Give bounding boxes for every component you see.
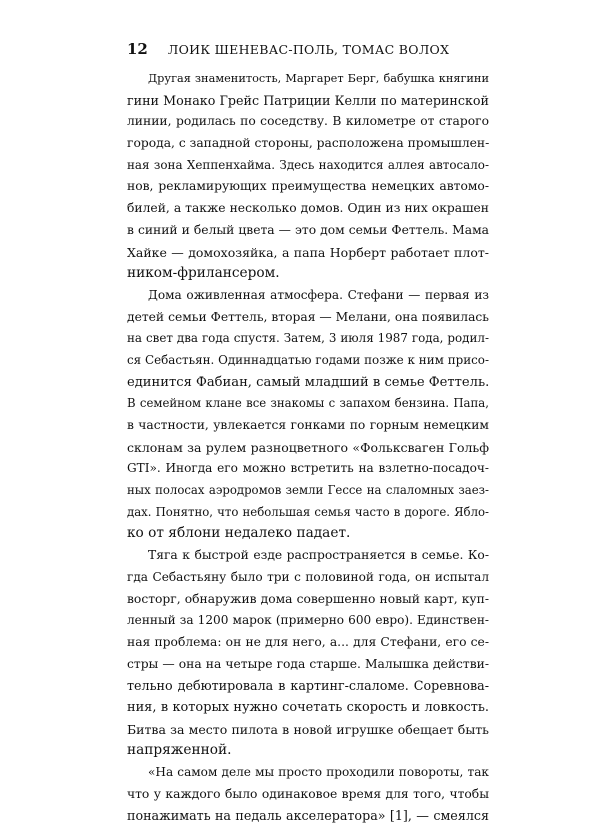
text-line: линии, родилась по соседству. В километре от старого [127,114,489,129]
page-number: 12 [127,40,148,58]
text-line: GTI». Иногда его можно встретить на взлетно-посадоч- [127,461,489,476]
text-line: единится Фабиан, самый младший в семье Феттель. [127,374,490,390]
text-line: в частности, увлекается гонками по горным немецким [127,418,489,432]
text-line: ся Себастьян. Одиннадцатью годами позже к ним присо- [127,352,489,367]
text-line: гда Себастьяну было три с половиной года, он испытал [127,569,489,584]
text-line: ных полосах аэродромов земли Гессе на слаломных заез- [127,483,489,498]
text-line: гини Монако Грейс Патриции Келли по материнской [127,92,489,108]
text-line: Битва за место пилота в новой игрушке обещает быть [127,721,489,737]
running-title: ЛОИК ШЕНЕВАС-ПОЛЬ, ТОМАС ВОЛОХ [167,42,450,57]
body-text [127,68,489,827]
text-line: понажимать на педаль акселератора» [1], — смеялся [127,808,489,824]
text-line: нов, рекламирующих преимущества немецких автомо- [127,179,489,194]
text-line: детей семьи Феттель, вторая — Мелани, она появилась [127,309,489,324]
paragraph-last-line: напряженной. [127,742,232,759]
text-line: дах. Понятно, что небольшая семья часто в дороге. Ябло- [127,504,489,519]
text-line: стры — она на четыре года старше. Малышка действи- [127,656,489,671]
running-header [127,40,487,62]
text-line: ния, в которых нужно сочетать скорость и ловкость. [127,699,489,715]
text-line: на свет два года спустя. Затем, 3 июля 1987 года, родил- [127,331,489,346]
text-line: города, с западной стороны, расположена промышлен- [127,136,490,151]
text-line: восторг, обнаружив дома совершенно новый карт, куп- [127,591,489,606]
text-line: Хайке — домохозяйка, а папа Норберт работает плот- [127,244,489,260]
text-line: ленный за 1200 марок (примерно 600 евро). Единствен- [127,613,489,628]
text-line: билей, а также несколько домов. Один из них окрашен [127,201,489,216]
paragraph-last-line: ко от яблони недалеко падает. [127,525,351,542]
text-line: в синий и белый цвета — это дом семьи Феттель. Мама [127,222,489,237]
paragraph-last-line: ником-фрилансером. [127,265,280,282]
text-line: Другая знаменитость, Маргарет Берг, бабушка княгини [148,72,489,85]
text-line: В семейном клане все знакомы с запахом бензина. Папа, [127,396,489,411]
text-line: Тяга к быстрой езде распространяется в семье. Ко- [148,548,489,563]
text-line: Дома оживленная атмосфера. Стефани — первая из [148,287,489,302]
text-line: тельно дебютировала в картинг-слаломе. Соревнова- [127,678,489,694]
text-line: «На самом деле мы просто проходили повороты, так [148,765,489,779]
text-line: что у каждого было одинаковое время для того, чтобы [127,786,489,801]
text-line: склонам за рулем разноцветного «Фольксваген Гольф [127,439,489,455]
text-line: ная зона Хеппенхайма. Здесь находится аллея автосало- [127,157,489,172]
text-line: ная проблема: он не для него, а... для Стефани, его се- [127,634,489,649]
